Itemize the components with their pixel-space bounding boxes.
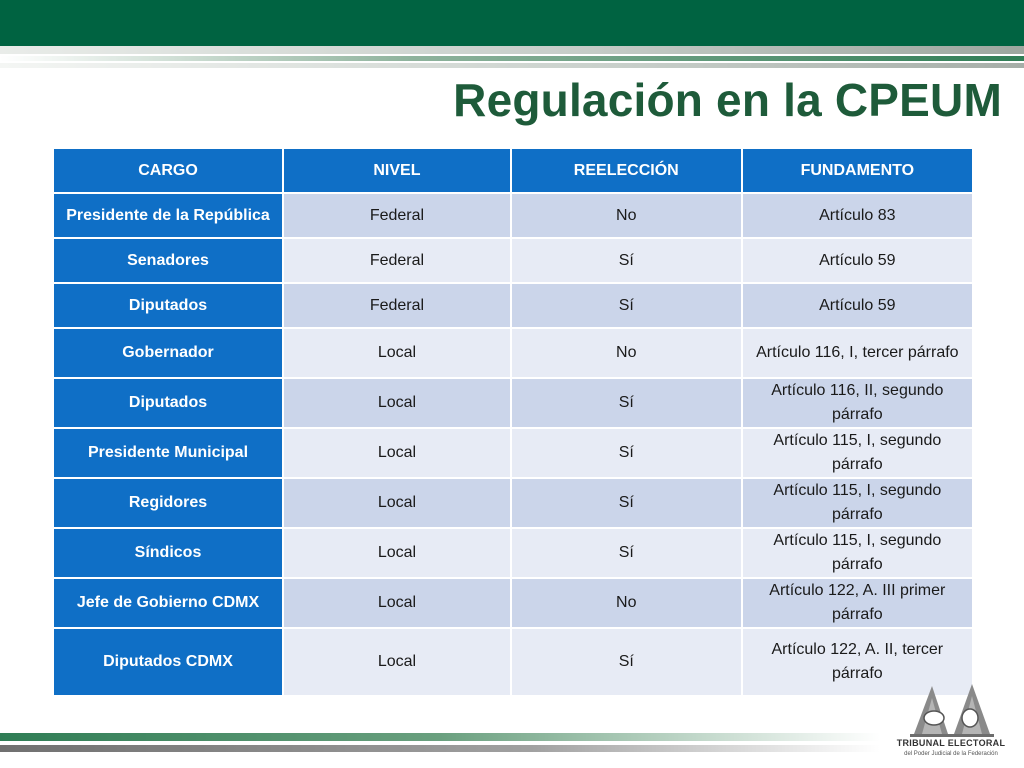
reeleccion-cell: Sí [512,379,741,427]
bottom-stripe-green [0,733,880,741]
table-row [54,479,972,527]
fundamento-cell: Artículo 122, A. II, tercer párrafo [743,629,972,695]
tribunal-emblem-icon [896,680,1006,738]
reeleccion-cell: Sí [512,429,741,477]
header-nivel: NIVEL [284,149,510,192]
table-row [54,579,972,627]
fundamento-cell: Artículo 83 [743,194,972,237]
header-cargo: CARGO [54,149,282,192]
fundamento-cell: Artículo 115, I, segundo párrafo [743,479,972,527]
nivel-cell: Local [284,529,510,577]
header-reeleccion: REELECCIÓN [512,149,741,192]
regulation-table [52,147,974,697]
fundamento-cell: Artículo 59 [743,284,972,327]
nivel-cell: Federal [284,239,510,282]
table-row [54,429,972,477]
reeleccion-cell: No [512,579,741,627]
table-row [54,379,972,427]
header-fundamento: FUNDAMENTO [743,149,972,192]
logo-subtitle: del Poder Judicial de la Federación [904,751,998,757]
cargo-cell: Diputados CDMX [54,629,282,695]
nivel-cell: Local [284,329,510,377]
reeleccion-cell: Sí [512,529,741,577]
fundamento-cell: Artículo 59 [743,239,972,282]
cargo-cell: Diputados [54,379,282,427]
table-row [54,239,972,282]
cargo-cell: Presidente de la República [54,194,282,237]
reeleccion-cell: No [512,194,741,237]
logo-title: TRIBUNAL ELECTORAL [896,738,1006,748]
reeleccion-cell: Sí [512,284,741,327]
nivel-cell: Local [284,379,510,427]
nivel-cell: Local [284,629,510,695]
reeleccion-cell: Sí [512,629,741,695]
cargo-cell: Diputados [54,284,282,327]
top-stripe-gray [0,63,1024,68]
cargo-cell: Síndicos [54,529,282,577]
nivel-cell: Local [284,479,510,527]
top-stripe [0,46,1024,54]
nivel-cell: Federal [284,284,510,327]
table-row [54,329,972,377]
fundamento-cell: Artículo 115, I, segundo párrafo [743,529,972,577]
fundamento-cell: Artículo 122, A. III primer párrafo [743,579,972,627]
nivel-cell: Federal [284,194,510,237]
reeleccion-cell: Sí [512,479,741,527]
fundamento-cell: Artículo 115, I, segundo párrafo [743,429,972,477]
table-row [54,284,972,327]
bottom-stripe-gray [0,745,880,752]
fundamento-cell: Artículo 116, II, segundo párrafo [743,379,972,427]
top-banner [0,0,1024,46]
fundamento-cell: Artículo 116, I, tercer párrafo [743,329,972,377]
top-stripe-green [0,56,1024,61]
table-row [54,529,972,577]
table-row [54,194,972,237]
reeleccion-cell: No [512,329,741,377]
cargo-cell: Senadores [54,239,282,282]
reeleccion-cell: Sí [512,239,741,282]
table-row [54,629,972,695]
nivel-cell: Local [284,429,510,477]
slide-title: Regulación en la CPEUM [453,74,1002,126]
table-header-row [54,149,972,192]
cargo-cell: Regidores [54,479,282,527]
tribunal-logo [896,680,1006,765]
cargo-cell: Jefe de Gobierno CDMX [54,579,282,627]
nivel-cell: Local [284,579,510,627]
cargo-cell: Presidente Municipal [54,429,282,477]
cargo-cell: Gobernador [54,329,282,377]
